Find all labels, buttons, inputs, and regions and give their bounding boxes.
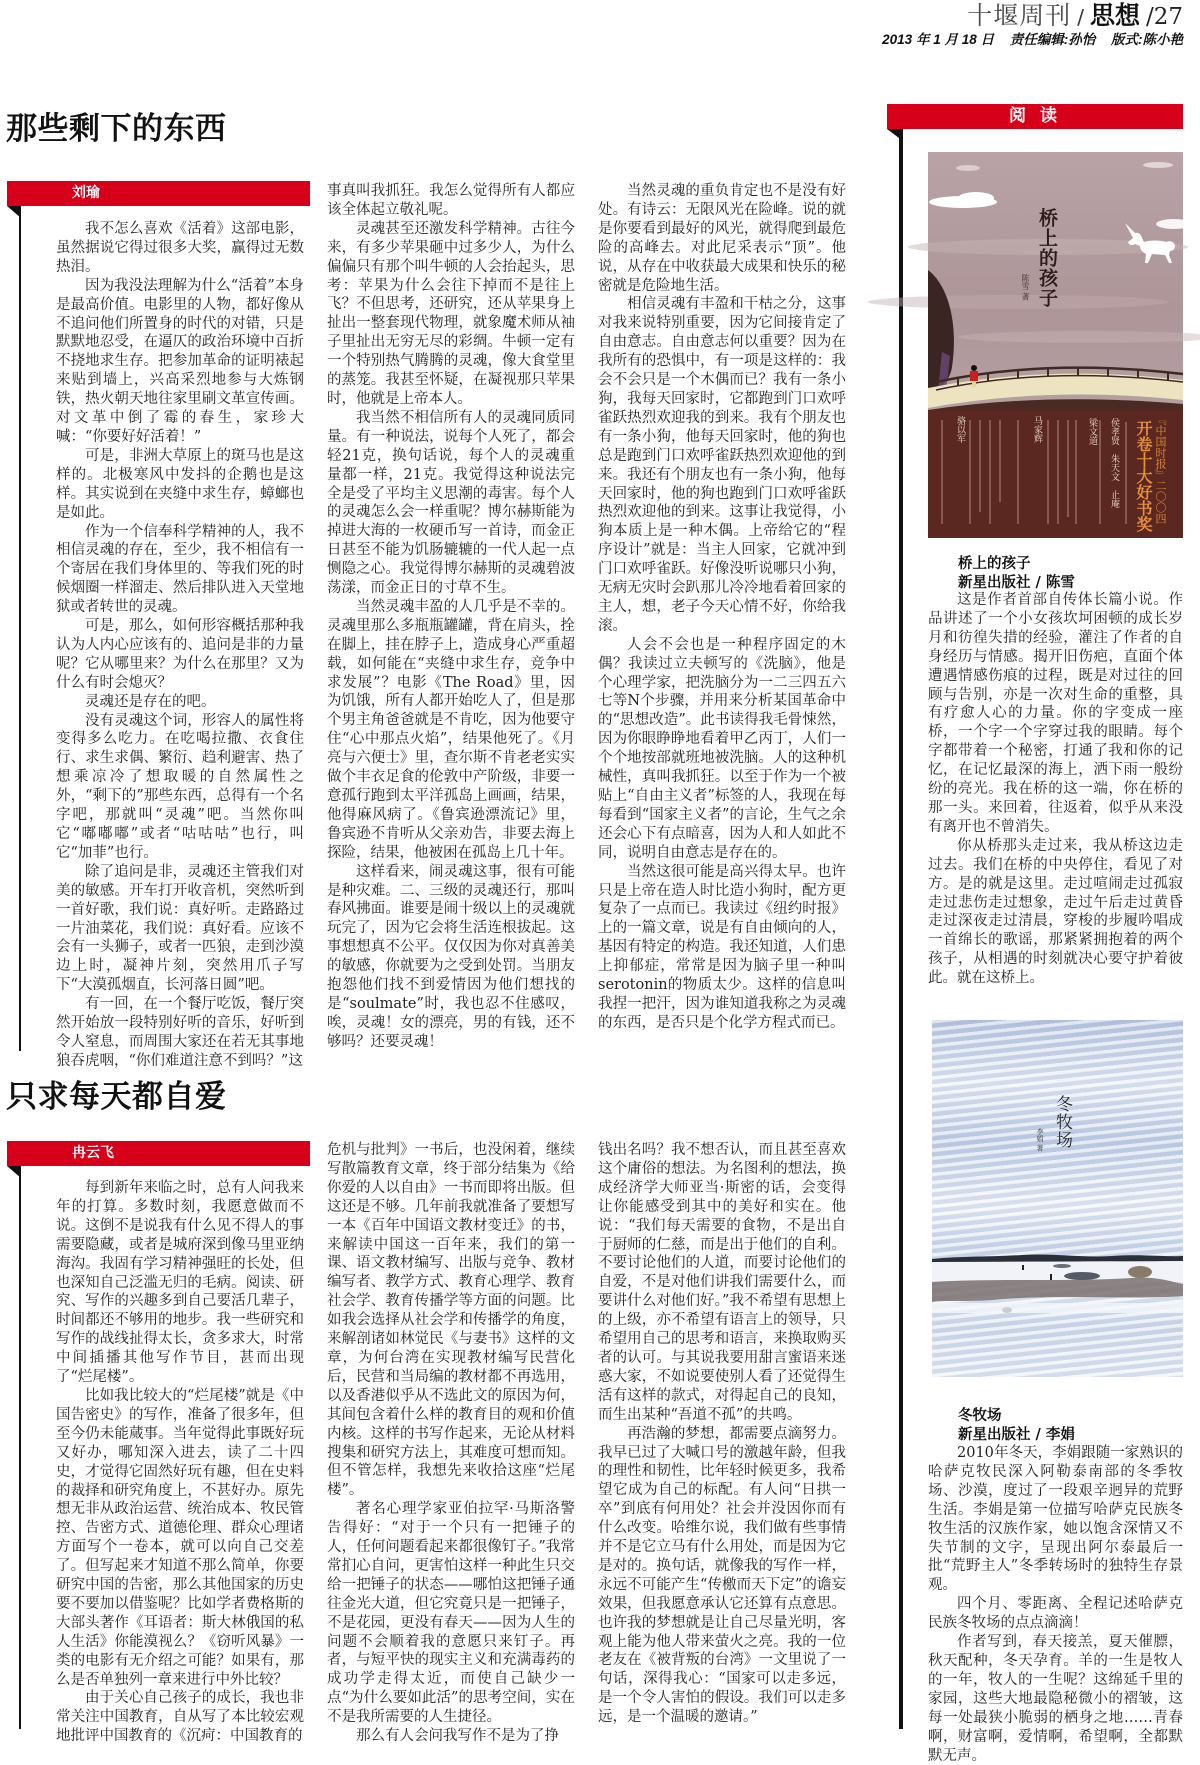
- article-paragraph: 可是，那么，如何形容概括那种我认为人内心应该有的、追问是非的力量呢？它从哪里来？为什么在那里？又为什么有时会熄灭？: [56, 618, 304, 691]
- cover-illustration: [932, 1020, 1183, 1377]
- book-review: [928, 591, 1183, 991]
- article-title: 那些剩下的东西: [6, 111, 227, 147]
- pasture-band: [932, 1278, 1183, 1302]
- girl-figure-head: [971, 365, 977, 371]
- snowfield: [932, 1303, 1183, 1313]
- article-paragraph: 灵魂还是存在的吧。: [85, 693, 216, 710]
- article-paragraph-continued: 钱出名吗？我不想否认，而且甚至喜欢这个庸俗的想法。为名图利的想法，换成经济学大师亚当·斯密的话，会变得让你能感受到其中的美好和实在。他说：“我们每天需要的食物，不是出自于厨师的仁慈，而是出于他们的自利。不要讨论他们的人道，而要讨论他们的自爱，不是对他们讲我们需要什么，而要讲什么对他们好。”我不希望有思想上的上级，亦不希望有语言上的领导，只希望用自己的思考和语言，来换取购买者的认可。与其说我要用甜言蜜语来迷惑大家，不如说要使别人看了还觉得生活有这样的款式，对得起自己的良知，而生出某种“吾道不孤”的共鸣。: [598, 1142, 846, 1423]
- book-cover-dong-muchang: [932, 1020, 1183, 1377]
- article-paragraph: 灵魂甚至还激发科学精神。古往今来，有多少苹果砸中过多少人，为什么偏偏只有那个叫牛顿的人会抬起头，思考：苹果为什么会往下掉而不是往上飞？不但思考，还研究，还从苹果身上扯出一整套现代物理，就象魔术师从袖子里扯出无穷无尽的彩绸。牛顿一定有一个特别热气腾腾的灵魂，像大食堂里的蒸笼。我甚至怀疑，在凝视那只苹果时，他就是上帝本人。: [327, 220, 575, 407]
- author-bar: [7, 1141, 310, 1166]
- review-paragraph: 作者写到，春天接羔，夏天催膘，秋天配种，冬天孕育。羊的一生是牧人的一年，牧人的一生呢？这绵延千里的家园，这些大地最隐秘微小的褶皱，这每一处最狭小脆弱的栖身之地……青春啊，财富啊，爱情啊，希望啊，全都默默无声。: [928, 1634, 1183, 1764]
- article-paragraph: 那么有人会问我写作不是为了挣: [356, 1728, 559, 1745]
- rock-shape: [1128, 1266, 1152, 1278]
- article-paragraph: 除了追问是非，灵魂还主管我们对美的敏感。开车打开收音机，突然听到一首好歌，我们说：真好听。走路路过一片油菜花，我们说：真好看。应该不会有一头狮子，或者一匹狼，走到沙漠边上时，凝神片刻，突然用爪子写下“大漠孤烟直，长河落日圆”吧。: [56, 863, 304, 994]
- issue-date: 2013 年 1 月 18 日: [882, 32, 994, 47]
- article-title: 只求每天都自爱: [6, 1079, 227, 1115]
- article-paragraph: 因为我没法理解为什么“活着”本身是最高价值。电影里的人物，都好像从不追问他们所置身的时代的对错，只是默默地忍受，在逼仄的政治环境中百折不挠地求生存。把参加革命的证明裱起来贴到墙上，兴高采烈地参与大炼钢铁，热火朝天地往家里刷文革宣传画。对文革中倒了霉的春生，家珍大喊：“你要好好活着！”: [56, 277, 304, 445]
- layout-designer: 版式:陈小艳: [1111, 32, 1183, 47]
- article-paragraph: 比如我比较大的“烂尾楼”就是《中国告密史》的写作，准备了很多年，但至今仍未能蒇事。当年觉得此事既好玩又好办，哪知深入进去，读了二十四史，才觉得它固然好玩有趣，但在史料的裁择和研究角度上，不甚好办。原先想无非从政治运营、统治成本、牧民管控、告密方式、道德伦理、群众心理诸方面写个一卷本，就可以向自己交差了。但写起来才知道不那么简单，你要研究中国的告密，那么其他国家的历史要不要加以借鉴呢？比如学者费格斯的大部头著作《耳语者：斯大林俄国的私人生活》你能漠视么？《窃听风暴》一类的电影有无介绍之可能？如果有，那么是否单独列一章来进行中外比较？: [56, 1387, 304, 1688]
- cloud: [958, 192, 994, 204]
- review-paragraph: 2010年冬天，李娟跟随一家熟识的哈萨克牧民深入阿勒泰南部的冬季牧场、沙漠，度过了一段艰辛迥异的荒野生活。李娟是第一位描写哈萨克民族冬牧生活的汉族作家，她以饱含深情又不失节制的文字，呈现出阿尔泰最后一批“荒野主人”冬季转场时的独特生存景观。: [928, 1445, 1183, 1594]
- article-column-2: [327, 182, 575, 1052]
- article-column-1: [56, 1179, 304, 1745]
- section-name: 思想: [1089, 1, 1140, 30]
- cover-title: 桥上的孩子: [1036, 208, 1058, 308]
- review-paragraph: 你从桥那头走过来，我从桥这边走过去。我们在桥的中央停住，看见了对方。是的就是这里。走过喧闹走过孤寂走过悲伤走过想象，走过午后走过黄昏走过深夜走过清晨，穿梭的步履吟唱成一首绵长的歌谣，那紧紧拥抱着的两个孩子，从相遇的时刻就决心要守护着彼此。就在这桥上。: [928, 837, 1183, 987]
- review-paragraph: 这是作者首部自传体长篇小说。作品讲述了一个小女孩坎坷困顿的成长岁月和彷徨失措的经验，灌注了作者的自身经历与情感。揭开旧伤疤，直面个体遭遇情感伤痕的过程，既是对过往的回顾与告别，亦是一次对生命的重整，具有疗愈人心的力量。你的字变成一座桥，一个字一个字穿过我的眼睛。每个字都带着一个秘密，打通了我和你的记忆，在记忆最深的海上，洒下雨一般纷纷的亮光。我在桥的这一端，你在桥的那一头。来回着，往返着，似乎从来没有离开也不曾消失。: [928, 592, 1183, 835]
- article-paragraph: 这样看来，闹灵魂这事，很有可能是种灾难。二、三级的灵魂还行，那叫春风拂面。谁要是闹十级以上的灵魂就玩完了，因为它会将生活连根拔起。这事想想真不公平。仅仅因为你对真善美的敏感，你就要为之受到处罚。当朋友抱怨他们找不到爱情因为他们想找的是“soulmate”时，我也忍不住感叹，唉，灵魂！女的漂亮，男的有钱，还不够吗？还要灵魂！: [327, 863, 575, 1050]
- book-publisher-author: 新星出版社 / 陈雪: [958, 574, 1075, 591]
- column-rule: [19, 1166, 21, 1729]
- article-paragraph: 我不怎么喜欢《活着》这部电影，虽然据说它得过很多大奖，赢得过无数热泪。: [56, 221, 304, 275]
- author-bar: [7, 181, 310, 206]
- cover-title: 冬牧场: [1052, 1095, 1072, 1149]
- rock-shape: [1053, 1264, 1071, 1268]
- unicorn-illustration: [1125, 223, 1175, 263]
- author-name: 刘瑜: [72, 185, 100, 201]
- article-paragraph: 著名心理学家亚伯拉罕·马斯洛警告得好：“对于一个只有一把锤子的人，任何问题看起来都很像钉子。”我常常扪心自问，更害怕这样一种此生只交给一把锤子的状态——哪怕这把锤子通往金光大道，但它究竟只是一把锤子，不是花园，更没有春天——因为人生的问题不会顺着我的意愿只来钉子。再者，与短平快的现实主义和充满毒药的成功学走得太近，而使自己缺少一点“为什么要如此活”的思考空间，实在不是我所需要的人生捷径。: [327, 1501, 575, 1726]
- article-paragraph: 作为一个信奉科学精神的人，我不相信灵魂的存在，至少，我不相信有一个寄居在我们身体里的、等我们死的时候烟圈一样溜走、然后排队进入天堂地狱或者转世的灵魂。: [56, 523, 304, 616]
- book-publisher-author: 新星出版社 / 李娟: [958, 1426, 1075, 1443]
- article-column-1: [56, 220, 304, 1069]
- herder-figure: [1050, 1274, 1052, 1280]
- cover-endorser: 侯孝贤 朱天文 止庵: [1109, 418, 1119, 508]
- article-paragraph: 再浩瀚的梦想，都需要点滴努力。我早已过了大喊口号的激越年龄，但我的理性和韧性，比年轻时候更多，我希望它成为自己的标配。有人问“日拱一卒”到底有何用处？社会并没因你而有什么改变。哈维尔说，我们做有些事情并不是它立马有什么用处，而是因为它是对的。换句话，就像我的写作一样，永远不可能产生“传檄而天下定”的谵妄效果，但我愿意承认它还算有点意思。也许我的梦想就是让自己尽量光明，客观上能为他人带来萤火之亮。我的一位老友在《被背叛的台湾》一文里说了一句话，深得我心：“国家可以走多远，是一个令人害怕的假设。我们可以走多远，是一个温暖的邀请。”: [598, 1425, 846, 1726]
- article-paragraph: 相信灵魂有丰盈和干枯之分，这事对我来说特别重要，因为它间接肯定了自由意志。自由意志何以重要？因为在我所有的恐惧中，有一项是这样的：我会不会只是一个木偶而已？我有一条小狗，我每天回家时，它都跑到门口欢呼雀跃热烈欢迎我的到来。我有个朋友也有一条小狗，他每天回家时，他的狗也总是跑到门口欢呼雀跃热烈欢迎他的到来。我还有个朋友也有一条小狗，他每天回家时，他的狗也跑到门口欢呼雀跃热烈欢迎他的到来。这事让我觉得，小狗本质上是一种木偶。上帝给它的“程序设计”就是：当主人回家，它就冲到门口欢呼雀跃。好像没听说哪只小狗，无病无灾时会趴那儿冷冷地看着回家的主人，想，老子今天心情不好，你给我滚。: [598, 296, 846, 634]
- cover-award-line-2: 开卷十大好书奖: [1134, 420, 1153, 532]
- cloud: [1143, 162, 1173, 168]
- responsible-editor: 责任编辑:孙怡: [1009, 32, 1096, 47]
- dateline: [882, 31, 1183, 48]
- article-paragraph: 没有灵魂这个词，形容人的属性将变得多么吃力。在吃喝拉撒、衣食住行、求生求偶、繁衍、趋利避害、热了想乘凉冷了想取暖的自然属性之外，“剩下的”那些东西，总得有一个名字吧，那就叫“灵魂”吧。当然你叫它“嘟嘟嘟”或者“咕咕咕”也行，叫它“加菲”也行。: [56, 712, 304, 861]
- cover-endorser: 骆以军: [955, 416, 965, 443]
- article-paragraph: 有一回，在一个餐厅吃饭，餐厅突然开始放一段特别好听的音乐，好听到令人窒息，而周围大家还在若无其事地狼吞虎咽，“你们难道注意不到吗？”这: [56, 996, 304, 1069]
- horizon-illustration: [932, 1255, 1183, 1262]
- article-paragraph: 当然灵魂的重负肯定也不是没有好处。有诗云：无限风光在险峰。说的就是你要看到最好的风光，就得爬到最危险的高峰去。对此尼采表示“顶”。他说，从存在中收获最大成果和快乐的秘密就是危险地生活。: [598, 183, 846, 294]
- review-paragraph: 四个月、零距离、全程记述哈萨克民族冬牧场的点点滴滴！: [928, 1596, 1183, 1632]
- book-title: 冬牧场: [958, 1407, 1002, 1424]
- cloud: [1156, 219, 1192, 229]
- cover-endorser: 马家辉: [1032, 416, 1042, 443]
- sky-streak: [868, 295, 1168, 309]
- publication-name: 十堰周刊: [967, 1, 1072, 30]
- author-name: 冉云飞: [72, 1145, 114, 1161]
- article-column-2: [327, 1141, 575, 1745]
- article-paragraph: 我当然不相信所有人的灵魂同质同量。有一种说法，说每个人死了，都会轻21克，换句话说，每个人的灵魂重量都一样，21克。我觉得这种说法完全是受了平均主义思潮的毒害。每个人的灵魂怎么会一样重呢？博尔赫斯能为掉进大海的一枚硬币写一首诗，而金正日甚至不能为饥肠辘辘的一代人起一点恻隐之心。我觉得博尔赫斯的灵魂碧波荡漾，而金正日的寸草不生。: [327, 409, 575, 597]
- cover-author: 陈雪 著: [1021, 274, 1030, 301]
- page-masthead: [967, 1, 1183, 32]
- article-paragraph: 当然这很可能是高兴得太早。也许只是上帝在造人时比造小狗时，配方更复杂了一点而已。我读过《纽约时报》上的一篇文章，说是有自由倾向的人，基因有特定的构造。我还知道，人们患上抑郁症，常常是因为脑子里一种叫serotonin的物质太少。这样的信息叫我捏一把汗，因为谁知道我称之为灵魂的东西，是否只是个化学方程式而已。: [598, 863, 846, 1031]
- sidebar-rule: [899, 129, 903, 1729]
- article-paragraph: 当然灵魂丰盈的人几乎是不幸的。灵魂里那么多瓶瓶罐罐，背在肩头，拴在脚上，挂在脖子上，造成身心严重超载，如何能在“夹缝中求生存，竞争中求发展”？电影《The Road》里，因为饥饿，所有人都开始吃人了，但是那个男主角爸爸就是不肯吃，因为他要守住“心中那点火焰”，结果他死了。《月亮与六便士》里，查尔斯不肯老老实实做个丰衣足食的伦敦中产阶级，非要一意孤行跑到太平洋孤岛上画画，结果，他得麻风病了。《鲁宾逊漂流记》里，鲁宾逊不肯听从父亲劝告，非要去海上探险，结果，他被困在孤岛上几十年。: [327, 598, 575, 861]
- girl-figure-dress: [970, 371, 978, 381]
- cloud: [956, 165, 980, 171]
- sky-streak: [958, 331, 1200, 343]
- article-paragraph: 每到新年来临之时，总有人问我来年的打算。多数时刻，我愿意做而不说。这倒不是说我有什么见不得人的事需要隐藏，或者是城府深到像马里亚纳海沟。我固有学习精神强旺的长处，但也深知自己泛滥无归的毛病。阅读、研究、写作的兴趣多到自己要活几辈子，时间都还不够用的地步。我一些研究和写作的战线扯得太长，贪多求大，时常中间插播其他写作节目，甚而出现了“烂尾楼”。: [56, 1180, 304, 1386]
- cover-author: 李娟 著: [1036, 1128, 1044, 1152]
- masthead-separator: /: [1077, 5, 1084, 29]
- article-column-3: [598, 1141, 846, 1729]
- page-number: /27: [1145, 4, 1183, 30]
- article-paragraph: 由于关心自己孩子的成长，我也非常关注中国教育，自从写了本比较宏观地批评中国教育的《沉疴：中国教育的: [56, 1690, 304, 1745]
- article-column-3: [598, 182, 846, 1052]
- column-rule: [19, 206, 21, 1051]
- herder-figure: [1022, 1265, 1024, 1270]
- girl-figure-legs: [972, 381, 976, 387]
- article-paragraph-continued: 事真叫我抓狂。我怎么觉得所有人都应该全体起立敬礼呢。: [327, 183, 575, 218]
- book-title: 桥上的孩子: [958, 555, 1031, 572]
- book-cover-qiaoshang-de-haizi: [928, 152, 1183, 538]
- sidebar-header: 阅 读: [887, 104, 1183, 129]
- book-review: [928, 1444, 1183, 1764]
- cover-award-line-1: 『中国时报』二〇〇四: [1154, 414, 1167, 524]
- yurt-shape: [1064, 1272, 1100, 1280]
- article-paragraph-continued: 危机与批判》一书后，也没闲着，继续写散篇教育文章，终于部分结集为《给你爱的人以自由》一书而即将出版。但这还是不够。几年前我就准备了要想写一本《百年中国语文教材变迁》的书，来解读中国这一百年来，我们的第一课、语文教材编写、出版与竞争、教材编写者、教学方式、教育心理学、教育社会学、教育传播学等方面的问题。比如我会选择从社会学和传播学的角度，来解剖诸如林觉民《与妻书》这样的文章，为何台湾在实现教材编写民营化后，民营和当局编的教材都不再选用，以及香港似乎从不选此文的原因为何，其间包含着什么样的教育目的观和价值内核。这样的书写作起来，无论从材料搜集和研究方法上，其难度可想而知。但不管怎样，我想先来收拾这座“烂尾楼”。: [327, 1142, 575, 1499]
- article-paragraph: 人会不会也是一种程序固定的木偶？我读过立夫顿写的《洗脑》，他是个心理学家，把洗脑分为一二三四五六七等N个步骤，并用来分析某国革命中的“思想改造”。此书读得我毛骨悚然，因为你眼睁睁地看着甲乙丙丁，人们一个个地按部就班地被洗脑。人的这种机械性，真叫我抓狂。以至于作为一个被贴上“自由主义者”标签的人，我现在每每看到“国家主义者”的言论，生气之余还会心下有点暗喜，因为人和人如此不同，说明自由意志是存在的。: [598, 636, 846, 861]
- cover-endorser: 梁文道: [1087, 418, 1097, 445]
- article-paragraph: 可是，非洲大草原上的斑马也是这样的。北极寒风中发抖的企鹅也是这样。其实说到在夹缝中求生存，蟑螂也是如此。: [56, 447, 304, 521]
